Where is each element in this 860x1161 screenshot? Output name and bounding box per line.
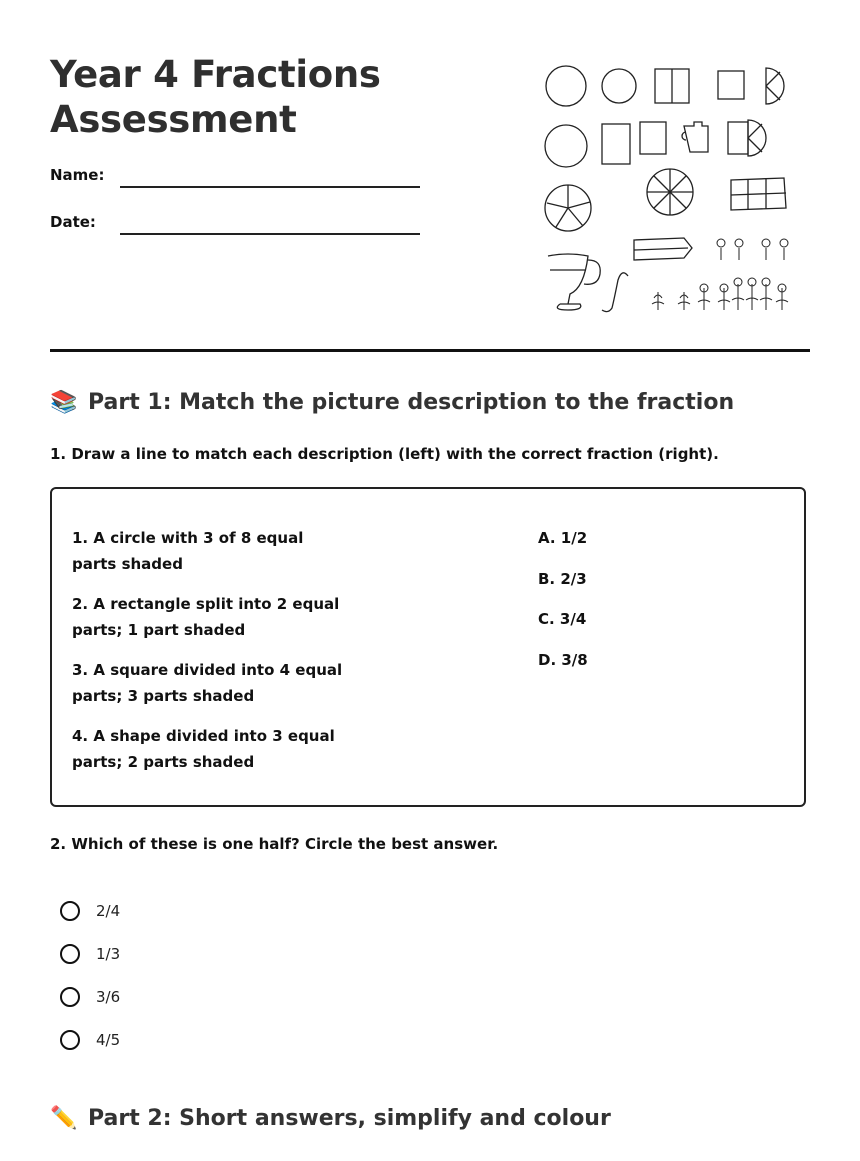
title-line-1: Year 4 Fractions [50, 53, 381, 96]
answer-option[interactable] [60, 941, 120, 966]
radio-circle-icon[interactable] [60, 1030, 80, 1050]
description-item[interactable]: 1. A circle with 3 of 8 equal parts shaded [72, 529, 304, 573]
answer-option[interactable] [60, 898, 120, 923]
fraction-item[interactable]: D. 3/8 [538, 650, 588, 669]
description-item[interactable]: 4. A shape divided into 3 equal parts; 2 parts shaded [72, 727, 335, 771]
description-item[interactable]: 3. A square divided into 4 equal parts; 3 parts shaded [72, 661, 343, 705]
part1-heading-text: Part 1: Match the picture description to the fraction [88, 390, 735, 415]
fraction-shapes-illustration [538, 60, 798, 320]
question-2: 2. Which of these is one half? Circle the best answer. [50, 835, 499, 853]
date-field[interactable] [120, 233, 420, 235]
option-label: 4/5 [96, 1030, 121, 1049]
part2-heading-text: Part 2: Short answers, simplify and colour [88, 1106, 611, 1131]
page-title [50, 52, 520, 142]
section-divider [50, 349, 810, 352]
fraction-item[interactable]: A. 1/2 [538, 529, 588, 547]
radio-circle-icon[interactable] [60, 944, 80, 964]
fraction-item[interactable]: B. 2/3 [538, 569, 587, 588]
option-label: 1/3 [96, 944, 121, 963]
description-item[interactable]: 2. A rectangle split into 2 equal parts; 1 part shaded [72, 595, 340, 639]
date-label: Date: [50, 213, 96, 231]
part2-heading [50, 1106, 611, 1131]
worksheet-header [50, 52, 520, 231]
title-line-2: Assessment [50, 98, 297, 141]
part1-heading [50, 390, 734, 415]
pencil-icon: ✏️ [50, 1106, 78, 1131]
books-icon: 📚 [50, 390, 78, 415]
radio-circle-icon[interactable] [60, 901, 80, 921]
description-list [72, 525, 352, 789]
fraction-list [538, 525, 588, 687]
fraction-item[interactable]: C. 3/4 [538, 610, 587, 629]
radio-circle-icon[interactable] [60, 987, 80, 1007]
answer-option[interactable] [60, 1027, 120, 1052]
answer-options [60, 898, 120, 1070]
option-label: 3/6 [96, 987, 121, 1006]
option-label: 2/4 [96, 901, 121, 920]
question-1: 1. Draw a line to match each description (left) with the correct fraction (right). [50, 445, 719, 463]
name-label: Name: [50, 166, 105, 184]
matching-box [50, 487, 806, 807]
name-field[interactable] [120, 186, 420, 188]
answer-option[interactable] [60, 984, 120, 1009]
